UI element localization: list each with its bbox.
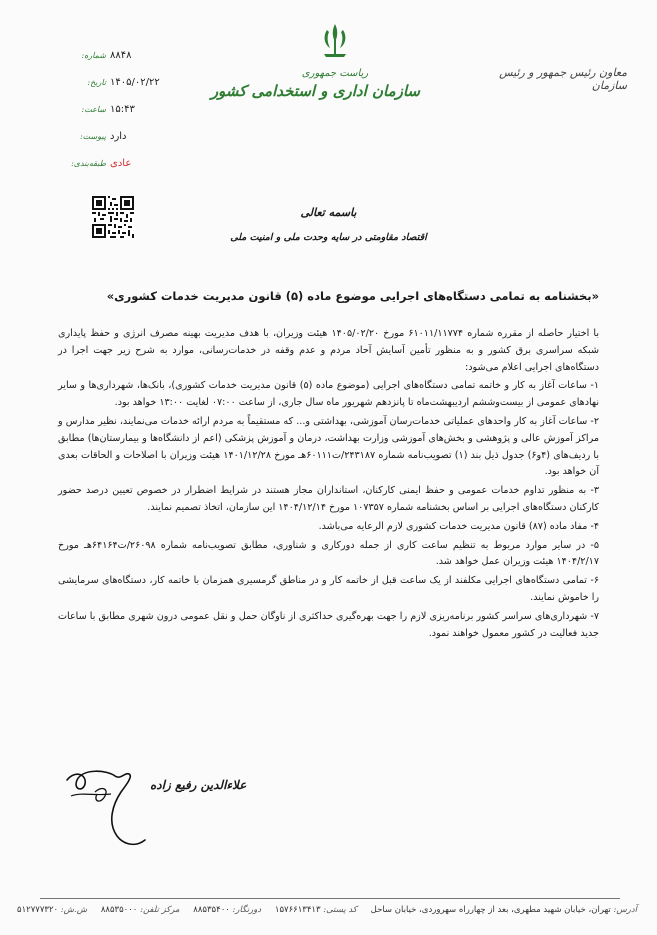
slogan: اقتصاد مقاومتی در سایه وحدت ملی و امنیت ملی <box>230 232 427 243</box>
time-label: ساعت: <box>81 105 106 114</box>
attachment-label: پیوست: <box>79 132 106 141</box>
clause-3: ۳- به منظور تداوم خدمات عمومی و حفظ ایمنی کارکنان، استانداران مجاز هستند در شرایط اضطرار در خصوص تعیین درصد حضور کارکنان دستگاه‌های اجرایی بر اساس بخشنامه شماره ۱۰۷۳۵۷ مورخ ۱۴۰۴/۱۲/۱۴ این سازمان، اتخاذ تصمیم نمایند. <box>58 485 599 513</box>
signatory-name: علاءالدین رفیع زاده <box>150 778 247 792</box>
clause-2: ۲- ساعات آغاز به کار واحدهای عملیاتی خدمات‌رسان آموزشی، بهداشتی و... که مستقیماً به مردم ارائه خدمات می‌نمایند، نظیر مدارس و مراکز آموزش عالی و پژوهشی و بخش‌های آموزشی وزارت بهداشت، درمان و آموزش پزشکی (اعم از دانشگاه‌ها و بیمارستان‌ها) مطابق با ردیف‌های (۴و۶) جدول ذیل بند (۱) تصویب‌نامه شماره ۲۴۳۱۸۷/ت۶۰۱۱۱هـ مورخ ۱۴۰۱/۱۲/۲۸ هیئت وزیران با اصلاحات و الحاقات بعدی آن خواهد بود. <box>58 415 600 478</box>
date-value: ۱۴۰۵/۰۲/۲۲ <box>110 77 160 88</box>
number-label: شماره: <box>81 51 106 60</box>
number-value: ۸۸۴۸ <box>110 50 132 61</box>
time-value: ۱۵:۴۳ <box>110 104 135 115</box>
footer-fax: دورنگار: ۸۸۵۳۵۴۰۰ <box>193 905 262 915</box>
meta-classification <box>62 150 172 177</box>
intro-paragraph: با اختیار حاصله از مقرره شماره ۶۱۰۱۱/۱۱۷۷۴ مورخ ۱۴۰۵/۰۲/۲۰ هیئت وزیران، با هدف مدیریت بهینه مصرف انرژی و حفظ پایداری شبکه سراسری برق کشور و به منظور تأمین آسایش آحاد مردم و عدم وقفه در خدمات‌رسانی، موارد به شرح زیر جهت اجرا در دستگاه‌های اجرایی اعلام می‌شود: <box>58 328 600 373</box>
footer-divider <box>40 898 620 899</box>
vice-president-title: معاون رئیس جمهور و رئیس سازمان <box>499 66 627 92</box>
letterhead <box>210 20 420 100</box>
document-body <box>58 326 599 644</box>
organization-name: سازمان اداری و استخدامی کشور <box>210 82 420 100</box>
meta-date <box>62 69 172 96</box>
clause-7: ۷- شهرداری‌های سراسر کشور برنامه‌ریزی لازم را جهت بهره‌گیری حداکثری از ناوگان حمل و نقل عمومی درون شهری مطابق با ساعات جدید فعالیت در کشور معمول خواهند نمود. <box>58 610 599 639</box>
iran-emblem-icon <box>318 20 352 60</box>
meta-time <box>62 96 172 123</box>
clause-4: ۴- مفاد ماده (۸۷) قانون مدیریت خدمات کشوری لازم الرعایه می‌باشد. <box>318 520 599 532</box>
clause-6: ۶- تمامی دستگاه‌های اجرایی مکلفند از یک ساعت قبل از خاتمه کار و در مناطق گرمسیری همزمان با خاتمه کار، دستگاه‌های سرمایشی را خاموش نمایند. <box>58 575 599 603</box>
footer-address: آدرس: تهران، خیابان شهید مطهری، بعد از چهارراه سهروردی، خیابان ساحل <box>370 905 637 915</box>
letter-meta <box>62 42 172 177</box>
date-label: تاریخ: <box>87 78 106 87</box>
footer-phone-center: مرکز تلفن: ۸۸۵۳۵۰۰۰ <box>100 905 180 915</box>
footer-registration: ش.ش: ۵۱۲۷۷۷۳۲۰ <box>17 905 88 915</box>
footer-postal-code: کد پستی: ۱۵۷۶۶۱۳۴۱۳ <box>274 905 357 915</box>
meta-number <box>62 42 172 69</box>
document-title: «بخشنامه به تمامی دستگاه‌های اجرایی موضوع ماده (۵) قانون مدیریت خدمات کشوری» <box>106 289 599 303</box>
attachment-value: دارد <box>110 131 127 142</box>
clause-1: ۱- ساعات آغاز به کار و خاتمه تمامی دستگاه‌های اجرایی (موضوع ماده (۵) قانون مدیریت خدمات کشوری)، بانک‌ها، شهرداری‌ها و سایر نهادهای عمومی از بیست‌وششم اردیبهشت‌ماه تا پانزدهم شهریور ماه سال جاری، از ساعت ۰۷:۰۰ لغایت ۱۳:۰۰ خواهد بود. <box>58 380 599 409</box>
classification-value: عادی <box>110 158 132 169</box>
clause-5: ۵- در سایر موارد مربوط به تنظیم ساعت کاری از جمله دورکاری و شناوری، مطابق تصویب‌نامه شماره ۲۶۰۹۸/ت۶۴۱۶۴هـ مورخ ۱۴۰۴/۲/۱۷ هیئت وزیران عمل خواهد شد. <box>58 539 599 568</box>
handwritten-signature <box>55 762 175 862</box>
bismillah: باسمه تعالی <box>300 206 357 219</box>
presidency-label: ریاست جمهوری <box>301 68 369 79</box>
letter-footer <box>17 905 637 915</box>
classification-label: طبقه‌بندی: <box>71 159 106 168</box>
meta-attachment <box>62 123 172 150</box>
